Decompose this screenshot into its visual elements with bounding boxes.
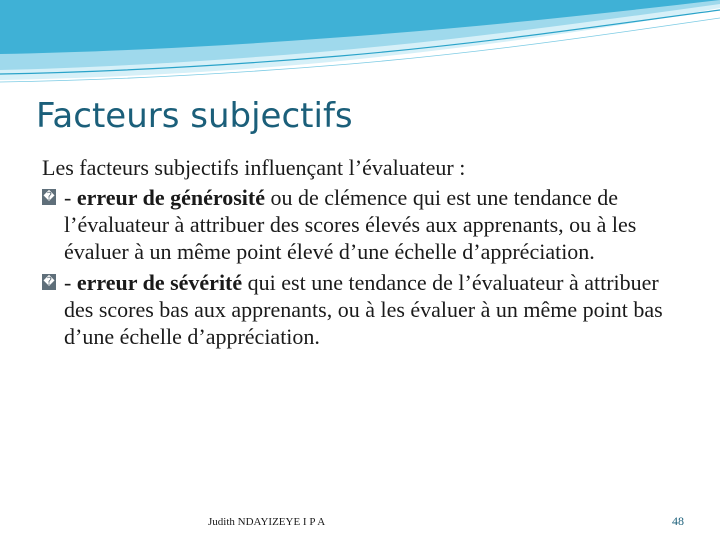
slide-body <box>42 154 692 354</box>
page-number: 48 <box>672 514 684 528</box>
header-wave-decoration <box>0 0 720 90</box>
item-prefix: - <box>64 185 77 210</box>
intro-text: Les facteurs subjectifs influençant l’évaluateur : <box>42 155 466 180</box>
bullet-icon: � <box>43 190 55 203</box>
item-term: erreur de sévérité <box>76 270 243 295</box>
item-prefix: - <box>64 270 77 295</box>
item-term: erreur de générosité <box>76 185 265 210</box>
slide-title: Facteurs subjectifs <box>36 96 353 136</box>
list-item-severity <box>42 269 692 350</box>
list-item-generosity <box>42 184 692 265</box>
bullet-icon: � <box>43 275 55 288</box>
footer-author: Judith NDAYIZEYE I P A <box>208 516 326 528</box>
item-text: ou de clémence qui est une tendance de l’évaluateur à attribuer des scores élevés aux apprenants, ou à les évaluer à un même point élevé d’une échelle d’appréciation. <box>64 185 637 264</box>
item-text: qui est une tendance de l’évaluateur à attribuer des scores bas aux apprenants, ou à les évaluer à un même point bas d’une échelle d’appréciation. <box>64 270 663 349</box>
